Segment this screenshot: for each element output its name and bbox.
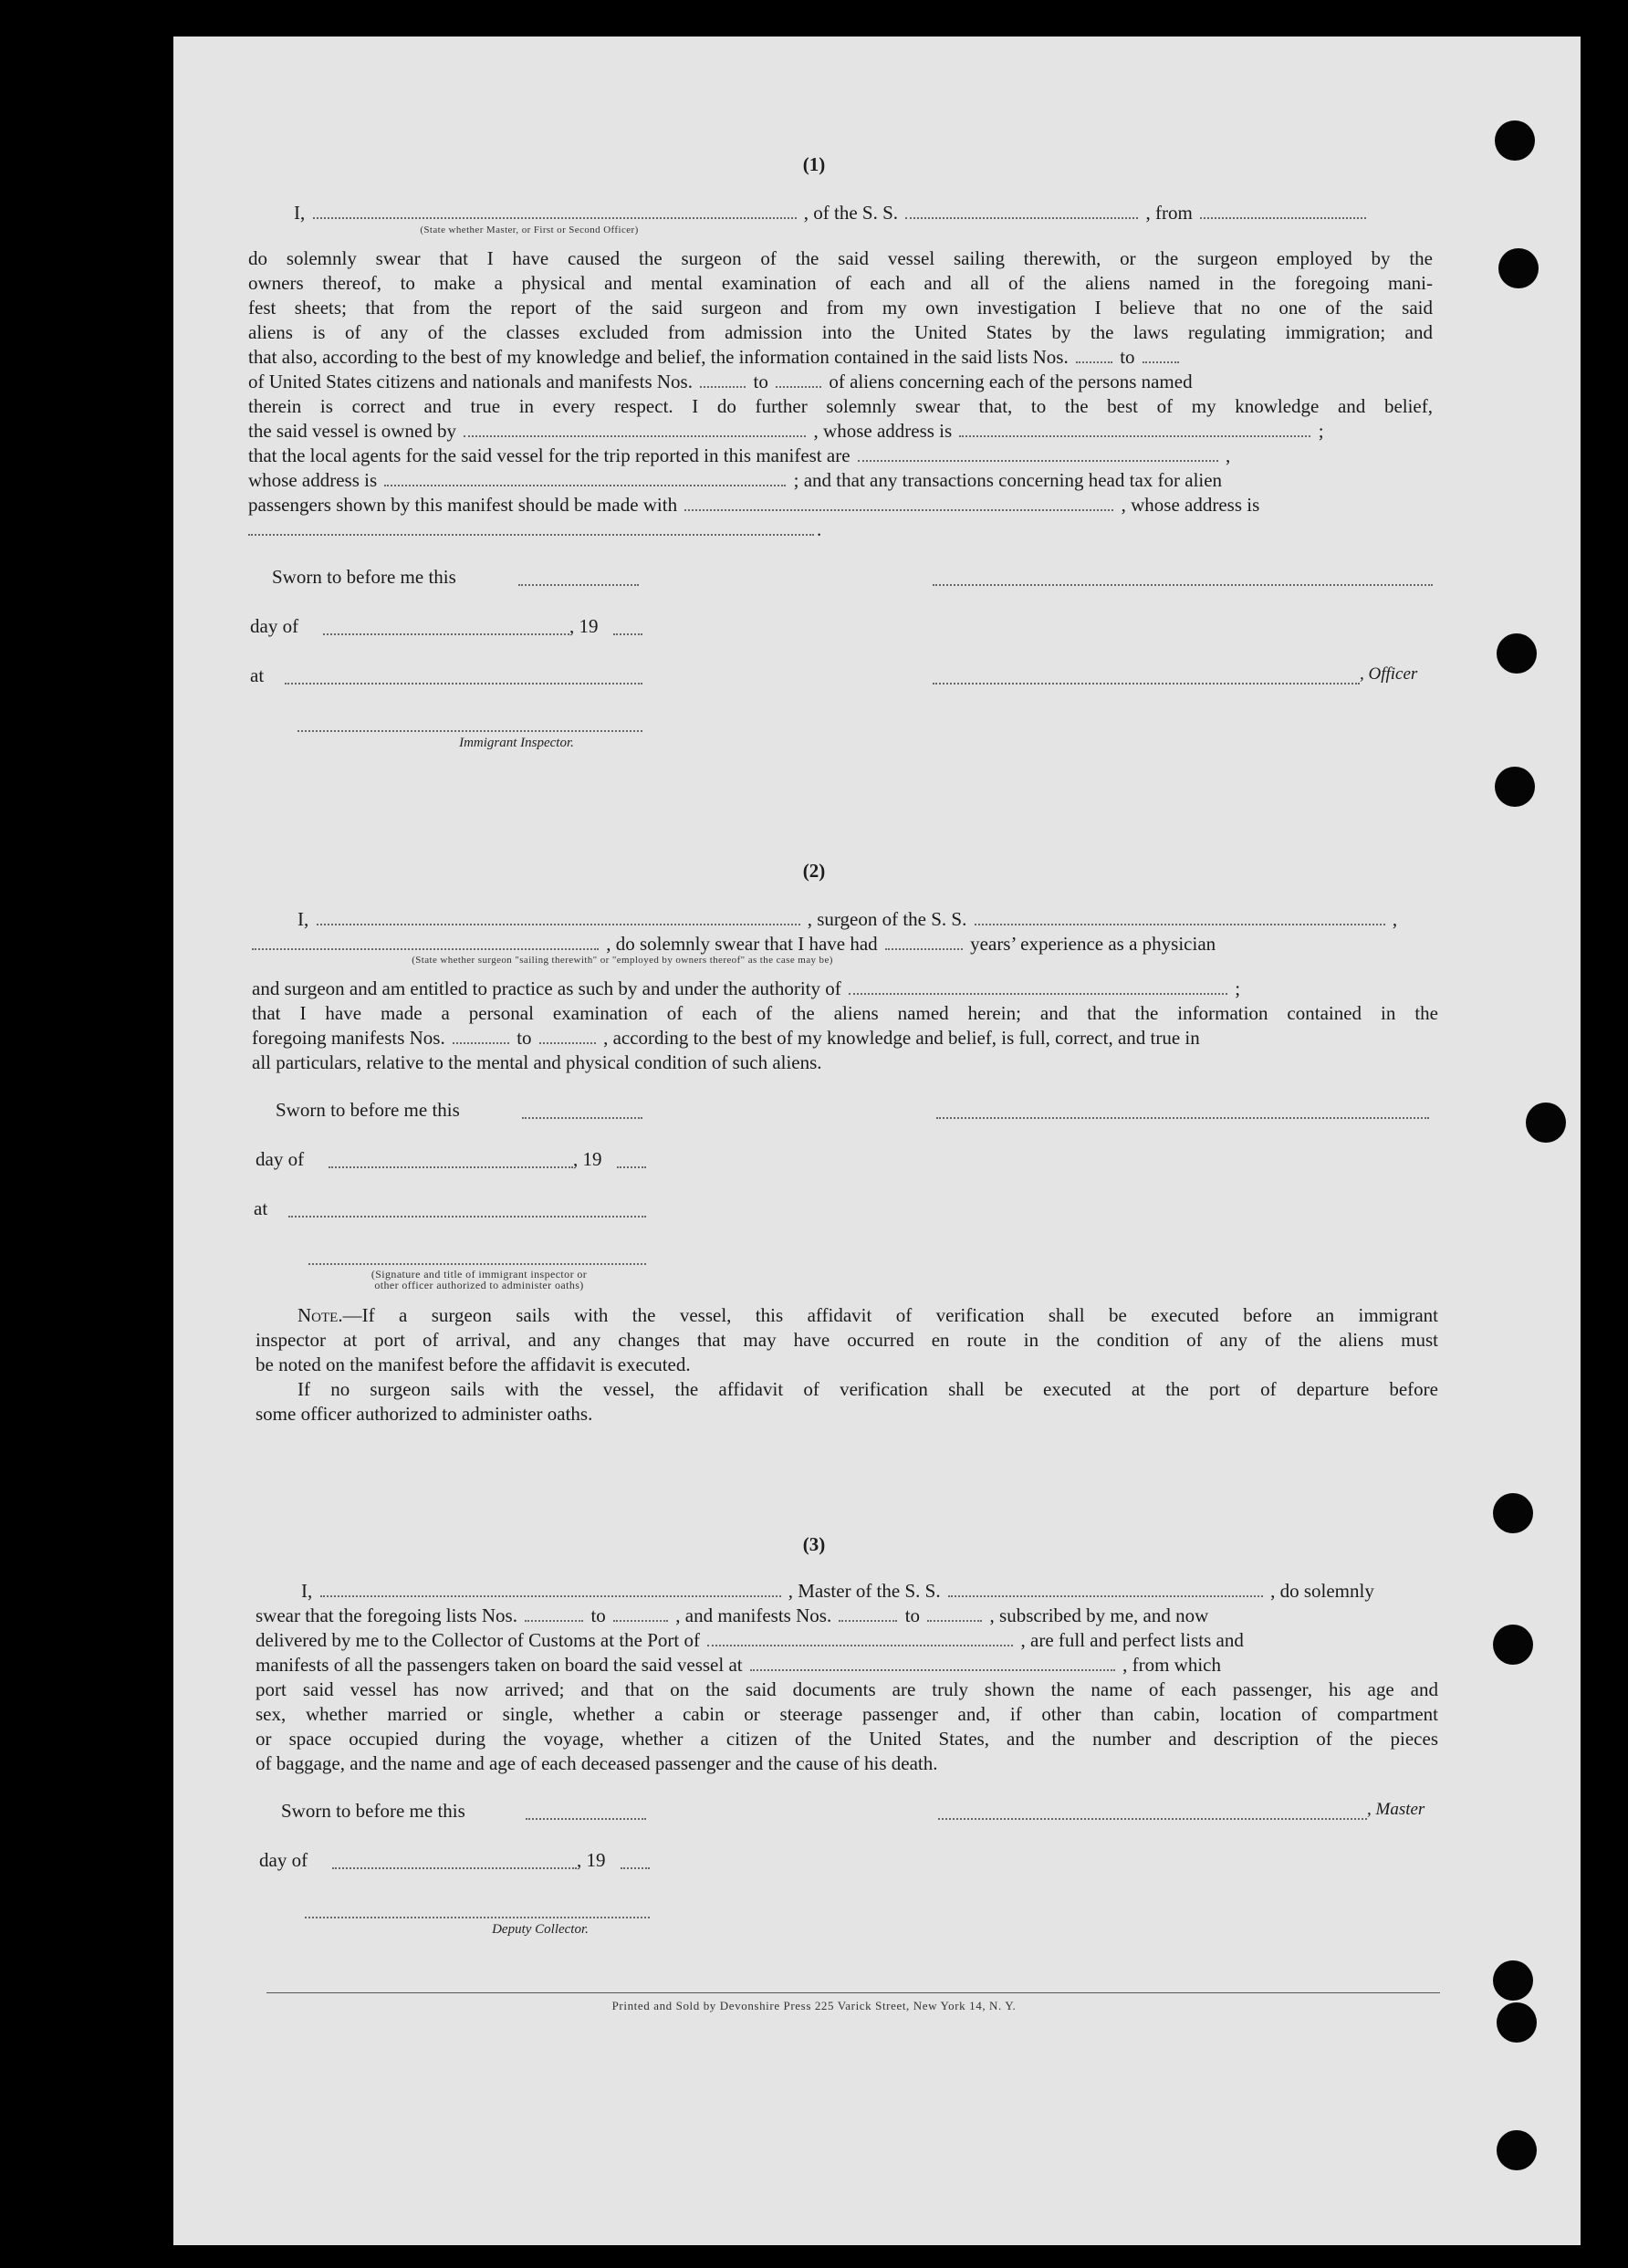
port-of-customs-label: delivered by me to the Collector of Customs at the Port of [256, 1629, 700, 1651]
surgeon-vessel-field[interactable] [975, 909, 1385, 925]
punch-hole-6 [1493, 1493, 1533, 1533]
punch-hole-3 [1497, 633, 1537, 674]
manifests-to-label: to [753, 371, 768, 392]
section-3-sworn-date-field[interactable] [526, 1805, 646, 1820]
authority-field[interactable] [849, 978, 1227, 995]
section-2-at-field[interactable] [288, 1203, 646, 1218]
owner-address-field[interactable] [959, 421, 1310, 437]
section-3-oath [256, 1579, 1438, 1776]
head-tax-address-label: , whose address is [1121, 494, 1260, 516]
full-perfect-text: , are full and perfect lists and [1020, 1629, 1244, 1651]
section-3-year-label: , 19 [577, 1849, 606, 1871]
note-paragraph [256, 1303, 1438, 1427]
note-text: —If a surgeon sails with the vessel, this affidavit of verification shall be executed before an immigrant [342, 1304, 1438, 1326]
surgeon-of-ss-label: , surgeon of the S. S. [807, 908, 967, 930]
surgeon-manifests-label: foregoing manifests Nos. [252, 1027, 445, 1049]
section-2-signature-field[interactable] [936, 1104, 1429, 1119]
section-1-at-label: at [250, 664, 265, 686]
surgeon-status-field[interactable] [252, 934, 599, 950]
section-1-year-label: , 19 [569, 615, 599, 637]
section-2-day-label: day of [256, 1148, 305, 1170]
punch-hole-10 [1497, 2130, 1537, 2170]
section-3-text-line: port said vessel has now arrived; and that on the said documents are truly shown the name of each passenger, his age and [256, 1678, 1438, 1700]
section-1-sworn-label: Sworn to before me this [272, 566, 456, 588]
head-tax-label: passengers shown by this manifest should be made with [248, 494, 678, 516]
owned-by-label: the said vessel is owned by [248, 420, 457, 442]
punch-hole-8 [1493, 1960, 1533, 2001]
master-name-field[interactable] [320, 1581, 781, 1597]
note-text: some officer authorized to administer oaths. [256, 1403, 593, 1425]
lists-to-label: to [1120, 346, 1135, 368]
section-2-at-label: at [254, 1197, 268, 1219]
owner-field[interactable] [464, 421, 806, 437]
section-2-official-signature-field[interactable] [308, 1254, 646, 1265]
section-1-signature-field[interactable] [933, 571, 1433, 586]
inspector-signature-field[interactable] [297, 719, 642, 732]
master-lists-to-field[interactable] [613, 1605, 668, 1622]
punch-hole-2 [1498, 248, 1539, 288]
note-text: inspector at port of arrival, and any changes that may have occurred en route in the condition of any of the aliens must [256, 1329, 1438, 1351]
collector-caption: Deputy Collector. [492, 1922, 589, 1937]
port-from-field[interactable] [1200, 203, 1366, 219]
section-1-text-line: aliens is of any of the classes excluded from admission into the United States by the laws regulating immigration; and [248, 321, 1433, 343]
section-2-text-line: that I have made a personal examination of each of the aliens named herein; and that the information contained in the [252, 1002, 1438, 1024]
section-1-officer-field[interactable] [933, 670, 1360, 685]
surgeon-manifests-to-field[interactable] [539, 1028, 596, 1044]
lists-from-field[interactable] [1076, 347, 1112, 363]
punch-hole-4 [1495, 767, 1535, 807]
vessel-name-field[interactable] [905, 203, 1138, 219]
section-3-sworn-label: Sworn to before me this [281, 1800, 465, 1822]
authority-label: and surgeon and am entitled to practice as such by and under the authority of [252, 977, 841, 999]
do-solemnly-text: , do solemnly [1270, 1580, 1374, 1602]
section-1-text-line: owners thereof, to make a physical and mental examination of each and all of the aliens named in the foregoing mani- [248, 272, 1433, 294]
comma: , [1226, 444, 1231, 466]
master-manifests-to-label: to [904, 1604, 921, 1626]
agents-address-field[interactable] [384, 470, 786, 486]
inspector-caption: Immigrant Inspector. [459, 736, 574, 750]
local-agents-field[interactable] [858, 445, 1218, 462]
lists-to-field[interactable] [1143, 347, 1179, 363]
master-lists-to-label: to [590, 1604, 606, 1626]
officer-intro: I, [294, 202, 306, 224]
punch-hole-5 [1526, 1103, 1566, 1143]
section-1-sworn-date-field[interactable] [518, 571, 639, 586]
section-2-year-field[interactable] [617, 1154, 646, 1168]
master-manifests-from-field[interactable] [839, 1605, 897, 1622]
section-3-day-field[interactable] [332, 1855, 577, 1869]
local-agents-label: that the local agents for the said vessel for the trip reported in this manifest are [248, 444, 851, 466]
section-2-signature-hint [312, 1269, 646, 1291]
master-manifests-to-field[interactable] [927, 1605, 982, 1622]
master-manifests-label: , and manifests Nos. [675, 1604, 832, 1626]
boarding-port-label: manifests of all the passengers taken on board the said vessel at [256, 1654, 743, 1676]
officer-rank-hint: (State whether Master, or First or Second Officer) [420, 225, 639, 235]
punch-hole-7 [1493, 1625, 1533, 1665]
lists-label: that also, according to the best of my knowledge and belief, the information contained in the said lists Nos. [248, 346, 1069, 368]
manifests-to-field[interactable] [776, 371, 821, 388]
years-experience-label: years’ experience as a physician [970, 933, 1216, 955]
section-2-oath [252, 907, 1438, 956]
section-1-day-label: day of [250, 615, 299, 637]
officer-name-field[interactable] [313, 203, 797, 219]
section-2-year-label: , 19 [573, 1148, 602, 1170]
aliens-concerning-text: of aliens concerning each of the persons named [829, 371, 1193, 392]
section-2-body [252, 977, 1438, 1075]
signature-hint-line: (Signature and title of immigrant inspector or [370, 1268, 588, 1280]
note-label: Note. [297, 1304, 343, 1326]
section-3-year-field[interactable] [621, 1855, 650, 1869]
from-which-text: , from which [1122, 1654, 1221, 1676]
comma: , [1392, 908, 1398, 930]
note-text: be noted on the manifest before the affidavit is executed. [256, 1353, 691, 1375]
boarding-port-field[interactable] [750, 1655, 1115, 1671]
owner-address-label: , whose address is [813, 420, 953, 442]
master-intro: I, [301, 1580, 313, 1602]
master-lists-label: swear that the foregoing lists Nos. [256, 1604, 517, 1626]
surgeon-belief-text: , according to the best of my knowledge and belief, is full, correct, and true in [603, 1027, 1200, 1049]
master-label: , Master [1367, 1800, 1425, 1819]
semicolon: ; [1235, 977, 1241, 999]
master-of-ss-label: , Master of the S. S. [788, 1580, 941, 1602]
section-3-text-line: or space occupied during the voyage, whether a citizen of the United States, and the number and description of the pieces [256, 1728, 1438, 1750]
surgeon-status-hint: (State whether surgeon "sailing therewith" or "employed by owners thereof" as the case may be) [412, 955, 833, 966]
surgeon-manifests-from-field[interactable] [453, 1028, 509, 1044]
signature-hint-line: other officer authorized to administer oaths) [374, 1279, 584, 1291]
head-tax-contact-field[interactable] [684, 495, 1113, 511]
manifests-label: of United States citizens and nationals and manifests Nos. [248, 371, 693, 392]
footer-rule [266, 1992, 1440, 1993]
surgeon-name-field[interactable] [317, 909, 800, 925]
section-1-text-line: do solemnly swear that I have caused the surgeon of the said vessel sailing therewith, or the surgeon employed by the [248, 247, 1433, 269]
master-vessel-field[interactable] [948, 1581, 1263, 1597]
period: . [817, 518, 822, 540]
section-2-text-line: all particulars, relative to the mental and physical condition of such aliens. [252, 1051, 822, 1073]
head-tax-address-field[interactable] [248, 519, 814, 536]
subscribed-text: , subscribed by me, and now [989, 1604, 1209, 1626]
section-2-number: (2) [802, 860, 826, 882]
port-of-customs-field[interactable] [707, 1630, 1013, 1646]
manifests-from-field[interactable] [700, 371, 746, 388]
section-1-day-field[interactable] [323, 621, 569, 635]
section-1-officer-label: , Officer [1360, 664, 1418, 684]
surgeon-manifests-to-label: to [517, 1027, 532, 1049]
semicolon: ; [1318, 420, 1324, 442]
section-3-day-label: day of [259, 1849, 308, 1871]
from-label: , from [1145, 202, 1193, 224]
section-1-text-line: therein is correct and true in every respect. I do further solemnly swear that, to the best of my knowledge and belief, [248, 395, 1433, 417]
section-3-text-line: sex, whether married or single, whether a cabin or steerage passenger and, if other than cabin, location of compartment [256, 1703, 1438, 1725]
section-1-at-field[interactable] [285, 670, 642, 685]
agents-address-label: whose address is [248, 469, 378, 491]
master-signature-field[interactable] [938, 1805, 1367, 1820]
of-ss-label: , of the S. S. [803, 202, 899, 224]
section-3-number: (3) [802, 1533, 826, 1555]
section-1-text-line: fest sheets; that from the report of the said surgeon and from my own investigation I believe that no one of the said [248, 297, 1433, 319]
printer-imprint: Printed and Sold by Devonshire Press 225 Varick Street, New York 14, N. Y. [611, 1999, 1017, 2012]
section-2-sworn-date-field[interactable] [522, 1104, 642, 1119]
master-lists-from-field[interactable] [525, 1605, 583, 1622]
surgeon-swear-text: , do solemnly swear that I have had [606, 933, 878, 955]
section-1-year-field[interactable] [613, 621, 642, 635]
section-2-sworn-label: Sworn to before me this [276, 1099, 460, 1121]
section-3-text-line: of baggage, and the name and age of each deceased passenger and the cause of his death. [256, 1752, 938, 1774]
note-text: If no surgeon sails with the vessel, the affidavit of verification shall be executed at the port of departure before [297, 1378, 1438, 1400]
section-2-day-field[interactable] [329, 1154, 573, 1168]
collector-signature-field[interactable] [305, 1906, 650, 1918]
section-1-number: (1) [802, 153, 826, 175]
section-1-oath [248, 201, 1433, 225]
section-1-body [248, 246, 1433, 542]
years-experience-field[interactable] [885, 934, 963, 950]
head-tax-text: ; and that any transactions concerning head tax for alien [793, 469, 1223, 491]
surgeon-intro: I, [297, 908, 309, 930]
